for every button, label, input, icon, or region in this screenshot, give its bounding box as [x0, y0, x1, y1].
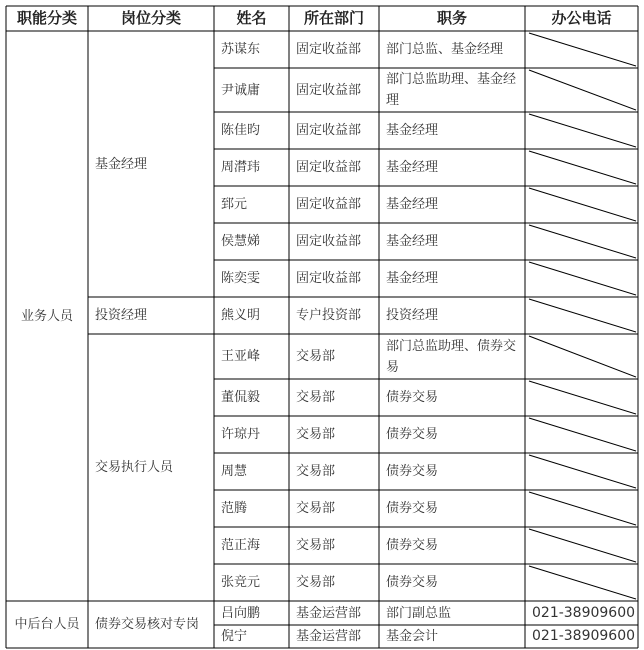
- department-cell-text: 专户投资部: [296, 308, 362, 323]
- phone-cell: [525, 334, 638, 379]
- name-cell-text: 陈奕雯: [221, 271, 261, 286]
- department-cell: [289, 260, 379, 297]
- header-cell: [6, 6, 88, 31]
- phone-cell-text: 021-38909600: [532, 628, 636, 644]
- title-cell-text: 基金经理: [386, 197, 439, 212]
- name-cell: [214, 223, 289, 260]
- name-cell: [214, 186, 289, 223]
- position-cell-text: 债券交易核对专岗: [95, 617, 200, 632]
- department-cell-text: 基金运营部: [296, 605, 362, 621]
- department-cell: [289, 68, 379, 112]
- name-cell-text: 陈佳昀: [221, 123, 261, 138]
- position-cell: [88, 297, 214, 334]
- department-cell-text: 固定收益部: [296, 271, 362, 286]
- title-cell-text: 部门总监助理、基金经理: [386, 72, 517, 108]
- department-cell-text: 交易部: [296, 349, 336, 364]
- header-cell: [379, 6, 525, 31]
- department-cell: [289, 490, 379, 527]
- position-cell-text: 基金经理: [95, 156, 148, 172]
- department-cell: [289, 416, 379, 453]
- name-cell-text: 侯慧娣: [221, 234, 261, 249]
- department-cell: [289, 149, 379, 186]
- department-cell-text: 基金运营部: [296, 629, 362, 644]
- name-cell-text: 周潸玮: [221, 160, 261, 175]
- name-cell: [214, 149, 289, 186]
- position-cell: [88, 601, 214, 648]
- phone-cell: [525, 68, 638, 112]
- department-cell: [289, 297, 379, 334]
- department-cell-text: 交易部: [296, 390, 336, 405]
- phone-cell: [525, 112, 638, 149]
- name-cell: [214, 260, 289, 297]
- title-cell-text: 基金经理: [386, 160, 439, 175]
- phone-cell: [525, 379, 638, 416]
- header-cell-text: 所在部门: [303, 9, 364, 27]
- department-cell-text: 交易部: [296, 575, 336, 590]
- name-cell: [214, 112, 289, 149]
- phone-cell: [525, 601, 638, 625]
- title-cell-text: 债券交易: [386, 501, 439, 516]
- title-cell-text: 基金会计: [386, 629, 439, 644]
- name-cell: [214, 334, 289, 379]
- department-cell: [289, 601, 379, 625]
- name-cell-text: 许琼丹: [221, 427, 261, 442]
- title-cell: [379, 112, 525, 149]
- position-cell: [88, 334, 214, 601]
- header-cell-text: 职能分类: [16, 9, 77, 27]
- title-cell: [379, 490, 525, 527]
- title-cell-text: 基金经理: [386, 123, 439, 138]
- department-cell-text: 固定收益部: [296, 160, 362, 175]
- name-cell: [214, 297, 289, 334]
- phone-cell: [525, 31, 638, 68]
- name-cell-text: 董侃毅: [221, 390, 261, 405]
- name-cell: [214, 490, 289, 527]
- department-cell-text: 固定收益部: [296, 234, 362, 249]
- name-cell-text: 尹诚庸: [221, 82, 261, 98]
- title-cell: [379, 625, 525, 648]
- department-cell: [289, 186, 379, 223]
- name-cell-text: 熊义明: [221, 308, 261, 323]
- name-cell-text: 范正海: [221, 538, 261, 553]
- title-cell-text: 债券交易: [386, 464, 439, 479]
- title-cell: [379, 223, 525, 260]
- title-cell-text: 部门总监、基金经理: [386, 42, 504, 57]
- name-cell: [214, 601, 289, 625]
- title-cell-text: 部门副总监: [386, 605, 452, 621]
- title-cell-text: 债券交易: [386, 390, 439, 405]
- phone-cell: [525, 490, 638, 527]
- name-cell-text: 苏谋东: [221, 42, 261, 57]
- category-cell-text: 中后台人员: [14, 617, 80, 632]
- department-cell: [289, 223, 379, 260]
- name-cell: [214, 625, 289, 648]
- department-cell: [289, 379, 379, 416]
- title-cell: [379, 601, 525, 625]
- position-cell-text: 投资经理: [95, 308, 148, 323]
- title-cell: [379, 453, 525, 490]
- name-cell-text: 王亚峰: [221, 349, 261, 364]
- header-cell-text: 办公电话: [551, 9, 612, 27]
- title-cell-text: 投资经理: [386, 308, 439, 323]
- department-cell-text: 固定收益部: [296, 42, 362, 57]
- title-cell: [379, 416, 525, 453]
- title-cell: [379, 297, 525, 334]
- phone-cell: [525, 527, 638, 564]
- title-cell-text: 债券交易: [386, 427, 439, 442]
- title-cell: [379, 564, 525, 601]
- title-cell-text: 部门总监助理、债券交易: [386, 338, 517, 375]
- phone-cell: [525, 260, 638, 297]
- department-cell-text: 固定收益部: [296, 82, 362, 98]
- name-cell: [214, 564, 289, 601]
- header-cell: [88, 6, 214, 31]
- name-cell-text: 周慧: [221, 464, 248, 479]
- title-cell: [379, 260, 525, 297]
- title-cell: [379, 149, 525, 186]
- name-cell: [214, 416, 289, 453]
- category-cell: [6, 31, 88, 601]
- header-cell-text: 姓名: [236, 9, 267, 27]
- phone-cell: [525, 297, 638, 334]
- title-cell: [379, 334, 525, 379]
- name-cell-text: 范腾: [221, 501, 248, 516]
- name-cell-text: 郅元: [221, 197, 248, 212]
- department-cell: [289, 31, 379, 68]
- name-cell: [214, 68, 289, 112]
- department-cell-text: 固定收益部: [296, 123, 362, 138]
- department-cell: [289, 625, 379, 648]
- name-cell: [214, 453, 289, 490]
- department-cell: [289, 112, 379, 149]
- header-cell: [525, 6, 638, 31]
- title-cell-text: 债券交易: [386, 575, 439, 590]
- phone-cell: [525, 564, 638, 601]
- department-cell: [289, 527, 379, 564]
- header-cell: [214, 6, 289, 31]
- department-cell-text: 交易部: [296, 427, 336, 442]
- department-cell: [289, 334, 379, 379]
- name-cell-text: 张竞元: [221, 575, 261, 590]
- phone-cell: [525, 625, 638, 648]
- header-cell: [289, 6, 379, 31]
- title-cell: [379, 379, 525, 416]
- department-cell-text: 交易部: [296, 538, 336, 553]
- header-cell-text: 岗位分类: [120, 9, 181, 27]
- name-cell: [214, 527, 289, 564]
- phone-cell: [525, 149, 638, 186]
- name-cell-text: 倪宁: [221, 629, 248, 644]
- phone-cell: [525, 453, 638, 490]
- category-cell-text: 业务人员: [20, 308, 73, 324]
- phone-cell: [525, 223, 638, 260]
- name-cell: [214, 31, 289, 68]
- department-cell-text: 固定收益部: [296, 197, 362, 212]
- name-cell: [214, 379, 289, 416]
- title-cell: [379, 186, 525, 223]
- header-cell-text: 职务: [436, 9, 467, 27]
- phone-cell-text: 021-38909600: [532, 604, 636, 621]
- name-cell-text: 吕向鹏: [221, 605, 261, 621]
- phone-cell: [525, 416, 638, 453]
- position-cell-text: 交易执行人员: [95, 460, 174, 475]
- title-cell: [379, 527, 525, 564]
- phone-cell: [525, 186, 638, 223]
- title-cell: [379, 31, 525, 68]
- department-cell-text: 交易部: [296, 501, 336, 516]
- title-cell-text: 债券交易: [386, 538, 439, 553]
- title-cell: [379, 68, 525, 112]
- department-cell-text: 交易部: [296, 464, 336, 479]
- title-cell-text: 基金经理: [386, 271, 439, 286]
- position-cell: [88, 31, 214, 297]
- category-cell: [6, 601, 88, 648]
- department-cell: [289, 453, 379, 490]
- department-cell: [289, 564, 379, 601]
- title-cell-text: 基金经理: [386, 234, 439, 249]
